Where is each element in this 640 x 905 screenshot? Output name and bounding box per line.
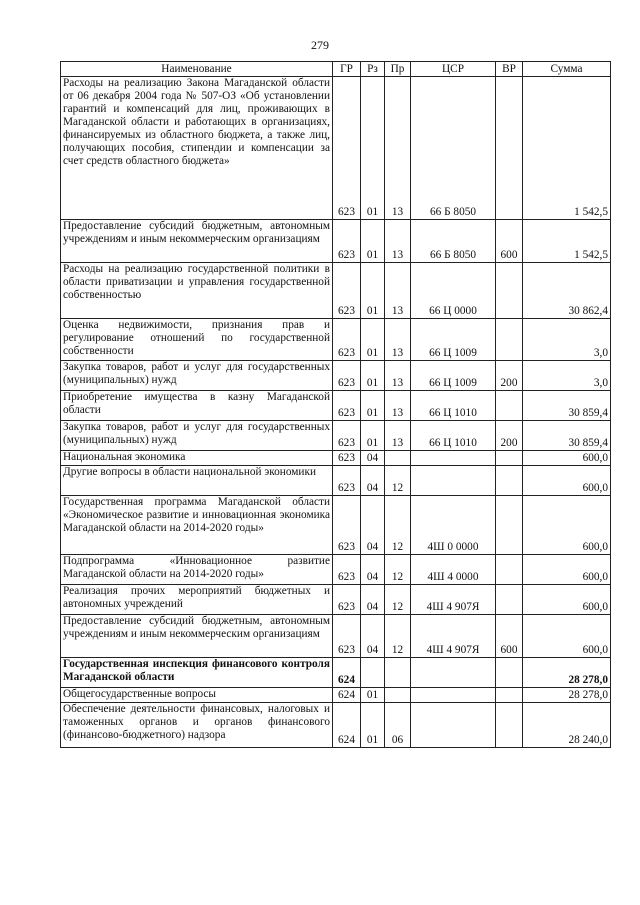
- row-sum: 28 278,0: [523, 658, 611, 688]
- row-sum: 30 862,4: [523, 263, 611, 319]
- row-csr: 66 Ц 1010: [411, 421, 496, 451]
- row-pr: [385, 688, 411, 703]
- row-pr: 13: [385, 421, 411, 451]
- row-gr: 624: [333, 658, 361, 688]
- row-sum: 600,0: [523, 451, 611, 466]
- row-rz: 01: [361, 361, 385, 391]
- row-name: Закупка товаров, работ и услуг для государственных (муниципальных) нужд: [61, 361, 333, 391]
- row-pr: 13: [385, 391, 411, 421]
- row-csr: [411, 688, 496, 703]
- row-name: Государственная инспекция финансового контроля Магаданской области: [61, 658, 333, 688]
- row-name: Обеспечение деятельности финансовых, налоговых и таможенных органов и органов финансового (финансово-бюджетного) надзора: [61, 703, 333, 748]
- row-name: Закупка товаров, работ и услуг для государственных (муниципальных) нужд: [61, 421, 333, 451]
- row-rz: [361, 658, 385, 688]
- row-name: Общегосударственные вопросы: [61, 688, 333, 703]
- table-row: [61, 466, 611, 496]
- table-row: [61, 703, 611, 748]
- table-row: [61, 688, 611, 703]
- row-pr: 12: [385, 466, 411, 496]
- row-csr: 66 Ц 1010: [411, 391, 496, 421]
- row-csr: 66 Ц 0000: [411, 263, 496, 319]
- row-rz: 01: [361, 421, 385, 451]
- table-row: [61, 361, 611, 391]
- row-sum: 600,0: [523, 585, 611, 615]
- row-rz: 04: [361, 466, 385, 496]
- row-pr: 12: [385, 555, 411, 585]
- table-row: [61, 220, 611, 263]
- row-rz: 01: [361, 688, 385, 703]
- row-sum: 28 240,0: [523, 703, 611, 748]
- row-sum: 1 542,5: [523, 220, 611, 263]
- row-pr: 13: [385, 361, 411, 391]
- row-gr: 623: [333, 555, 361, 585]
- row-sum: 600,0: [523, 496, 611, 555]
- row-sum: 600,0: [523, 555, 611, 585]
- table-row: [61, 451, 611, 466]
- row-gr: 624: [333, 688, 361, 703]
- row-vr: [496, 77, 523, 220]
- table-row: [61, 496, 611, 555]
- row-name: Другие вопросы в области национальной экономики: [61, 466, 333, 496]
- row-pr: 13: [385, 77, 411, 220]
- table-row: [61, 77, 611, 220]
- row-name: Государственная программа Магаданской области «Экономическое развитие и инновационная экономика Магаданской области на 2014-2020 годы»: [61, 496, 333, 555]
- table-row: [61, 585, 611, 615]
- row-vr: [496, 703, 523, 748]
- row-rz: 01: [361, 703, 385, 748]
- table-header-row: [61, 62, 611, 77]
- row-gr: 623: [333, 263, 361, 319]
- row-gr: 623: [333, 77, 361, 220]
- row-csr: 66 Ц 1009: [411, 319, 496, 361]
- row-sum: 1 542,5: [523, 77, 611, 220]
- row-gr: 623: [333, 585, 361, 615]
- row-vr: [496, 496, 523, 555]
- row-csr: 4Ш 4 907Я: [411, 615, 496, 658]
- row-gr: 623: [333, 615, 361, 658]
- col-header-sum: Сумма: [523, 62, 611, 77]
- row-vr: [496, 391, 523, 421]
- row-csr: 66 Б 8050: [411, 220, 496, 263]
- row-gr: 623: [333, 361, 361, 391]
- row-gr: 623: [333, 466, 361, 496]
- row-rz: 01: [361, 391, 385, 421]
- col-header-vr: ВР: [496, 62, 523, 77]
- row-gr: 623: [333, 451, 361, 466]
- row-name: Подпрограмма «Инновационное развитие Магаданской области на 2014-2020 годы»: [61, 555, 333, 585]
- row-name: Расходы на реализацию государственной политики в области приватизации и управления государственной собственностью: [61, 263, 333, 319]
- table-body: [61, 77, 611, 748]
- row-csr: [411, 451, 496, 466]
- row-csr: 4Ш 4 0000: [411, 555, 496, 585]
- row-rz: 04: [361, 615, 385, 658]
- row-pr: [385, 451, 411, 466]
- row-vr: [496, 688, 523, 703]
- row-vr: 200: [496, 421, 523, 451]
- row-csr: 4Ш 0 0000: [411, 496, 496, 555]
- row-rz: 01: [361, 319, 385, 361]
- row-vr: [496, 451, 523, 466]
- row-rz: 01: [361, 263, 385, 319]
- row-name: Реализация прочих мероприятий бюджетных и автономных учреждений: [61, 585, 333, 615]
- row-pr: 13: [385, 319, 411, 361]
- row-sum: 600,0: [523, 466, 611, 496]
- row-csr: 4Ш 4 907Я: [411, 585, 496, 615]
- row-gr: 623: [333, 319, 361, 361]
- row-gr: 623: [333, 496, 361, 555]
- row-vr: [496, 555, 523, 585]
- col-header-name: Наименование: [61, 62, 333, 77]
- row-name: Национальная экономика: [61, 451, 333, 466]
- row-vr: [496, 319, 523, 361]
- row-pr: 13: [385, 220, 411, 263]
- table-row: [61, 615, 611, 658]
- row-pr: 13: [385, 263, 411, 319]
- col-header-pr: Пр: [385, 62, 411, 77]
- row-vr: [496, 466, 523, 496]
- row-sum: 600,0: [523, 615, 611, 658]
- row-pr: 12: [385, 615, 411, 658]
- row-name: Оценка недвижимости, признания прав и регулирование отношений по государственной собственности: [61, 319, 333, 361]
- row-rz: 04: [361, 555, 385, 585]
- row-pr: 12: [385, 585, 411, 615]
- row-rz: 04: [361, 451, 385, 466]
- col-header-rz: Рз: [361, 62, 385, 77]
- row-csr: [411, 466, 496, 496]
- row-pr: 06: [385, 703, 411, 748]
- row-pr: [385, 658, 411, 688]
- table-row: [61, 421, 611, 451]
- row-csr: [411, 703, 496, 748]
- row-vr: [496, 658, 523, 688]
- col-header-gr: ГР: [333, 62, 361, 77]
- row-vr: [496, 585, 523, 615]
- row-sum: 30 859,4: [523, 391, 611, 421]
- table-row: [61, 658, 611, 688]
- row-pr: 12: [385, 496, 411, 555]
- row-gr: 623: [333, 421, 361, 451]
- row-csr: 66 Б 8050: [411, 77, 496, 220]
- row-sum: 3,0: [523, 361, 611, 391]
- row-vr: 600: [496, 220, 523, 263]
- row-sum: 3,0: [523, 319, 611, 361]
- row-rz: 04: [361, 496, 385, 555]
- row-vr: [496, 263, 523, 319]
- page-number: 279: [311, 38, 329, 52]
- row-gr: 623: [333, 391, 361, 421]
- row-rz: 04: [361, 585, 385, 615]
- table-row: [61, 391, 611, 421]
- row-gr: 624: [333, 703, 361, 748]
- table-row: [61, 319, 611, 361]
- row-vr: 200: [496, 361, 523, 391]
- row-name: Приобретение имущества в казну Магаданской области: [61, 391, 333, 421]
- row-rz: 01: [361, 220, 385, 263]
- table-row: [61, 555, 611, 585]
- row-name: Предоставление субсидий бюджетным, автономным учреждениям и иным некоммерческим организациям: [61, 615, 333, 658]
- row-sum: 30 859,4: [523, 421, 611, 451]
- row-name: Предоставление субсидий бюджетным, автономным учреждениям и иным некоммерческим организациям: [61, 220, 333, 263]
- row-sum: 28 278,0: [523, 688, 611, 703]
- row-name: Расходы на реализацию Закона Магаданской области от 06 декабря 2004 года № 507-ОЗ «Об установлении гарантий и компенсаций для лиц, проживающих в Магаданской области и работающих в организациях, финансируемых из областного бюджета, а также лиц, получающих пособия, стипендии и компенсации за счет средств областного бюджета»: [61, 77, 333, 220]
- row-vr: 600: [496, 615, 523, 658]
- budget-table: [60, 61, 611, 748]
- table-row: [61, 263, 611, 319]
- col-header-csr: ЦСР: [411, 62, 496, 77]
- row-csr: 66 Ц 1009: [411, 361, 496, 391]
- row-rz: 01: [361, 77, 385, 220]
- row-gr: 623: [333, 220, 361, 263]
- row-csr: [411, 658, 496, 688]
